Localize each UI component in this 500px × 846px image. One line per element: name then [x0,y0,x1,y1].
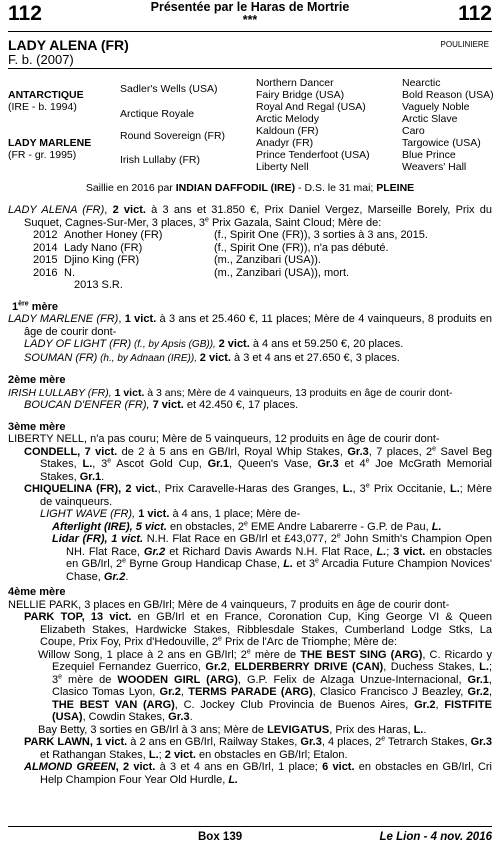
covering-stallion: INDIAN DAFFODIL (IRE) [175,182,296,194]
fourth-dam-park-top: PARK TOP, 13 vict. en GB/Irl et en France, Coronation Cup, King George VI & Queen Elizabeth Stakes, Hardwicke Stakes, Ribblesdale Stakes, Cumberland Lodge Stks, La Coupe, Prix Foy, Prix d'Hedouville, 2e Prix de l'Arc de Triomphe; Mère de: [24,611,493,648]
footer-publication: Le Lion - 4 nov. 2016 [379,831,492,843]
ped-gen3-2: Fairy Bridge (USA) [256,89,345,101]
third-dam-light-wave: LIGHT WAVE (FR), 1 vict. à 4 ans, 1 place; Mère de- [40,508,301,520]
ped-gen3-5: Kaldoun (FR) [256,125,319,137]
pedigree-top-rule [8,68,492,69]
ped-gen3-6: Anadyr (FR) [256,137,314,149]
ped-gen4-4: Arctic Slave [402,113,458,125]
fourth-dam-willow-song: Willow Song, 1 place à 2 ans en GB/Irl; 2e mère de THE BEST SING (ARG), C. Ricardo y Ezequiel Fernandez Guerrico, Gr.2, ELDERBERRY DRIVE (CAN), Duchess Stakes, L.; 3e mère de WOODEN GIRL (ARG), G.P. Felix de Alzaga Unzue-Internacional, Gr.1, Clasico Tomas Lyon, Gr.2, TERMS PARADE (ARG), Clasico Francisco J Beazley, Gr.2, THE BEST VAN (ARG), C. Jockey Club Provincia de Buenos Aires, Gr.2, FISTFITE (USA), Cowdin Stakes, Gr.3. [38,647,493,723]
footer-box: Box 139 [198,831,243,843]
presenter-text: Présentée par le Haras de Mortrie [150,0,350,14]
ped-dam-info: (FR - gr. 1995) [8,149,77,161]
header-rule [8,31,492,32]
catalogue-body [8,204,492,786]
produce-row: 2014 Lady Nano (FR) (f., Spirit One (FR)), n'a pas débuté. [33,241,389,254]
ped-gen4-8: Weavers' Hall [402,161,467,173]
ped-gen3-3: Royal And Regal (USA) [256,101,366,113]
produce-row: 2015 Djino King (FR) (m., Zanzibari (USA)). [33,254,321,266]
ped-gen4-6: Targowice (USA) [402,137,481,149]
ped-gen3-4: Arctic Melody [256,113,320,125]
ped-gen3-8: Liberty Nell [256,161,309,173]
horse-description: F. b. (2007) [8,52,74,67]
fourth-dam-almond-green: ALMOND GREEN, 2 vict. à 3 et 4 ans en GB/Irl, 1 place; 6 vict. en obstacles en GB/Irl, Cri Help Champion Four Year Old Hurdle, L. [24,761,493,786]
third-dam-chiquelina: CHIQUELINA (FR), 2 vict., Prix Caravelle-Haras des Granges, L., 3e Prix Occitanie, L.; Mère de vainqueurs. [24,482,492,508]
ped-sire: ANTARCTIQUE [8,89,84,101]
fourth-dam-bay-betty: Bay Betty, 3 sorties en GB/Irl à 3 ans; Mère de LEVIGATUS, Prix des Haras, L.. [38,723,427,736]
lot-number-left: 112 [8,2,42,25]
ped-gen4-3: Vaguely Noble [402,101,470,113]
ped-gen4-5: Caro [402,125,425,137]
third-dam-record: LIBERTY NELL, n'a pas couru; Mère de 5 vainqueurs, 12 produits en âge de courir dont- [8,433,440,445]
ped-gen4-2: Bold Reason (USA) [402,89,494,101]
produce-sr: 2013 S.R. [74,279,123,291]
footer-rule [8,826,492,827]
covering-line [0,182,500,194]
horse-name: LADY ALENA (FR) [8,37,129,53]
produce-list [8,229,492,292]
ped-gen2-3: Round Sovereign (FR) [120,130,226,142]
third-dam-heading: 3ème mère [8,420,66,433]
presenter-stars: *** [242,13,258,27]
pedigree-table [0,74,500,178]
ped-gen2-1: Sadler's Wells (USA) [120,83,218,95]
ped-gen4-7: Blue Prince [402,149,456,161]
covering-pre: Saillie en 2016 par [85,182,176,194]
ped-gen2-2: Arctique Royale [120,108,195,120]
lot-number-right: 112 [458,2,492,25]
first-dam-record: LADY MARLENE (FR), 1 vict. à 3 ans et 25.460 €, 11 places; Mère de 4 vainqueurs, 8 produits en âge de courir dont- [8,313,492,338]
ped-gen2-4: Irish Lullaby (FR) [120,154,200,166]
presenter-title [0,1,500,27]
mare-record-wins: 2 vict. [112,204,146,216]
fourth-dam-park-lawn: PARK LAWN, 1 vict. à 2 ans en GB/Irl, Railway Stakes, Gr.3, 4 places, 2e Tetrarch Stakes, Gr.3 et Rathangan Stakes, L.; 2 vict. en obstacles en GB/Irl; Etalon. [24,735,492,761]
third-dam-condell: CONDELL, 7 vict. de 2 à 5 ans en GB/Irl, Royal Whip Stakes, Gr.3, 7 places, 2e Savel Beg Stakes, L., 3e Ascot Gold Cup, Gr.1, Queen's Vase, Gr.3 et 4e Joe McGrath Memorial Stakes, Gr.1. [24,444,493,483]
covering-mid: - D.S. le 31 mai; [295,182,377,194]
mare-record-name: LADY ALENA (FR) [8,204,105,216]
produce-row: 2016 N. (m., Zanzibari (USA)), mort. [33,266,350,279]
ped-gen4-1: Nearctic [402,77,441,89]
third-dam-lidar: Lidar (FR), 1 vict. N.H. Flat Race en GB/Irl et £43,077, 2e John Smith's Champion Open NH. Flat Race, Gr.2 et Richard Davis Awards N.H. Flat Race, L.; 3 vict. en obstacles en GB/Irl, 2e Byrne Group Handicap Chase, L. et 3e Arcadia Future Champion Novices' Chase, Gr.2. [52,532,492,583]
horse-type: POULINIERE [440,40,489,49]
first-dam-produce-1: LADY OF LIGHT (FR) (f., by Apsis (GB)), 2 vict. à 4 ans et 59.250 €, 20 places. [24,338,404,350]
ped-dam: LADY MARLENE [8,137,92,149]
mare-record: LADY ALENA (FR), 2 vict. à 3 ans et 31.850 €, Prix Daniel Vergez, Marseille Borely, Prix du Suquet, Cagnes-Sur-Mer, 3 places, 3e Prix Gazala, Saint Cloud; Mère de: [8,204,492,229]
ped-gen3-7: Prince Tenderfoot (USA) [256,149,370,161]
third-dam-afterlight: Afterlight (IRE), 5 vict. en obstacles, 2e EME Andre Labarerre - G.P. de Pau, L. [52,519,442,533]
first-dam-produce-2: SOUMAN (FR) (h., by Adnaan (IRE)), 2 vict. à 3 et 4 ans et 27.650 €, 3 places. [24,351,400,364]
fourth-dam-record: NELLIE PARK, 3 places en GB/Irl; Mère de 4 vainqueurs, 7 produits en âge de courir dont- [8,598,450,611]
ped-sire-info: (IRE - b. 1994) [8,101,77,113]
covering-result: PLEINE [376,182,415,194]
first-dam-heading: 1ère mère [12,299,58,313]
second-dam-produce-1: BOUCAN D'ENFER (FR), 7 vict. et 42.450 €, 17 places. [24,399,299,411]
second-dam-record: IRISH LULLABY (FR), 1 vict. à 3 ans; Mère de 4 vainqueurs, 13 produits en âge de courir dont- [8,386,453,399]
second-dam-heading: 2ème mère [8,374,66,386]
produce-row: 2012 Another Honey (FR) (f., Spirit One (FR)), 3 sorties à 3 ans, 2015. [33,229,428,241]
fourth-dam-heading: 4ème mère [8,586,66,598]
ped-gen3-1: Northern Dancer [256,77,334,89]
